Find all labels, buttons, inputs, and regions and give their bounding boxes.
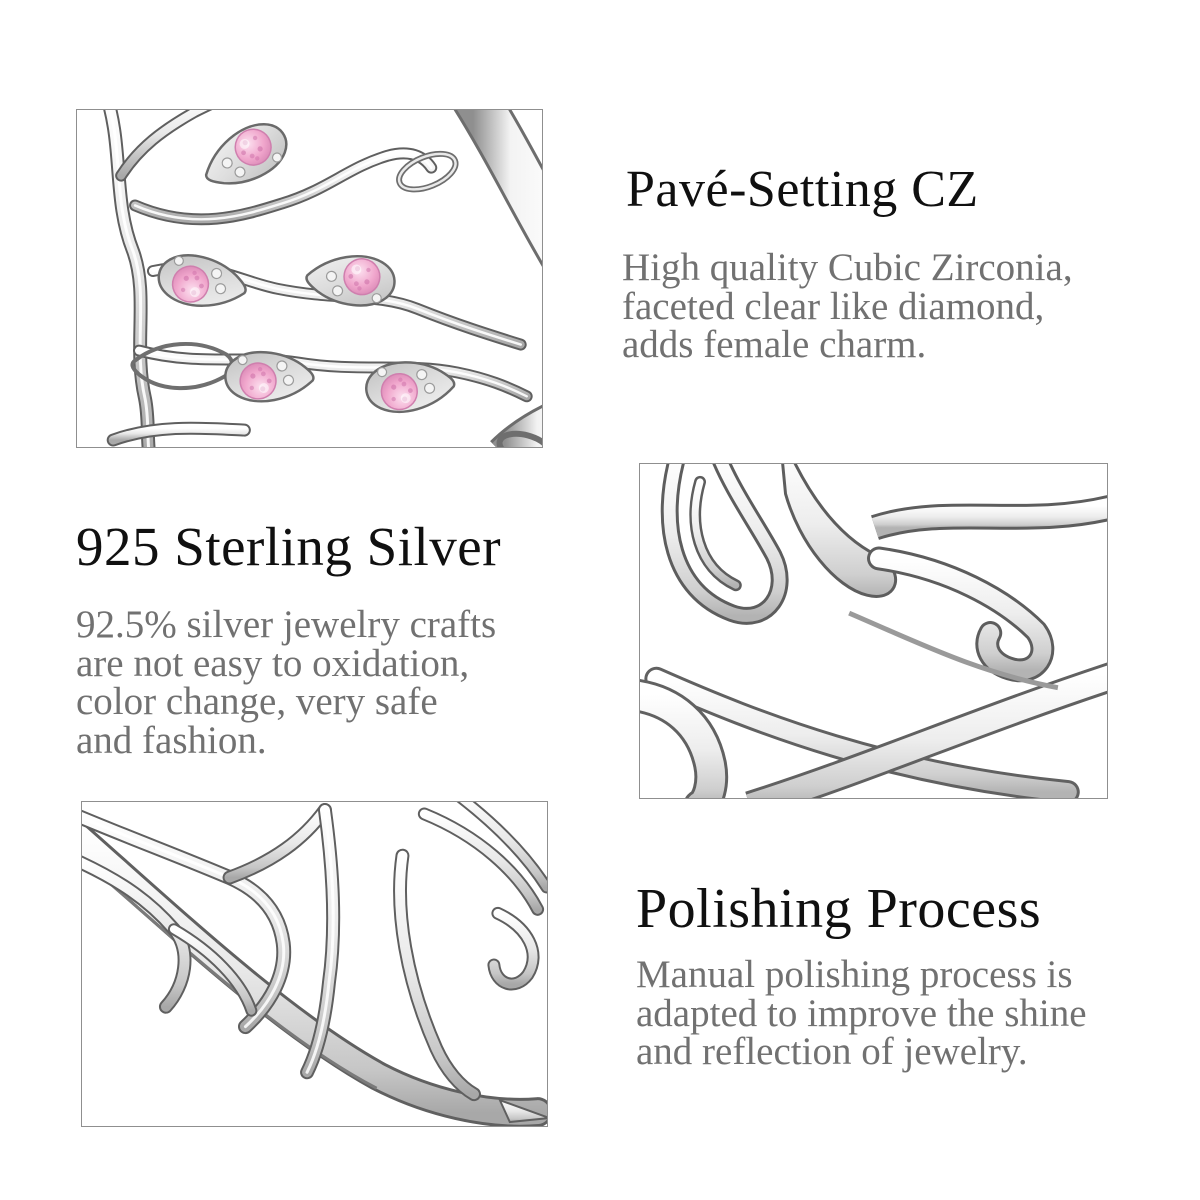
heading-polishing-process: Polishing Process xyxy=(636,878,1042,940)
polishing-photo xyxy=(81,801,548,1127)
body-line: adds female charm. xyxy=(622,323,927,366)
heading-pave-setting-cz: Pavé-Setting CZ xyxy=(626,161,979,218)
description-pave-setting-cz xyxy=(622,246,1073,366)
body-line: adapted to improve the shine xyxy=(636,991,1087,1035)
sterling-silver-photo xyxy=(639,463,1108,799)
body-line: and reflection of jewelry. xyxy=(636,1030,1028,1073)
body-line: faceted clear like diamond, xyxy=(622,284,1045,328)
body-line: are not easy to oxidation, xyxy=(76,641,470,685)
heading-925-sterling-silver: 925 Sterling Silver xyxy=(76,516,502,577)
body-line: High quality Cubic Zirconia, xyxy=(622,246,1073,289)
body-line: 92.5% silver jewelry crafts xyxy=(76,603,497,646)
description-polishing-process xyxy=(636,953,1087,1073)
polished-branches-illustration xyxy=(82,802,547,1126)
silver-roots-illustration xyxy=(640,464,1107,798)
body-line: Manual polishing process is xyxy=(636,953,1073,996)
body-line: and fashion. xyxy=(76,718,267,762)
cz-stones-photo xyxy=(76,109,543,448)
body-line: color change, very safe xyxy=(76,680,438,723)
cz-closeup-illustration xyxy=(77,110,542,447)
description-925-sterling-silver xyxy=(76,603,497,762)
